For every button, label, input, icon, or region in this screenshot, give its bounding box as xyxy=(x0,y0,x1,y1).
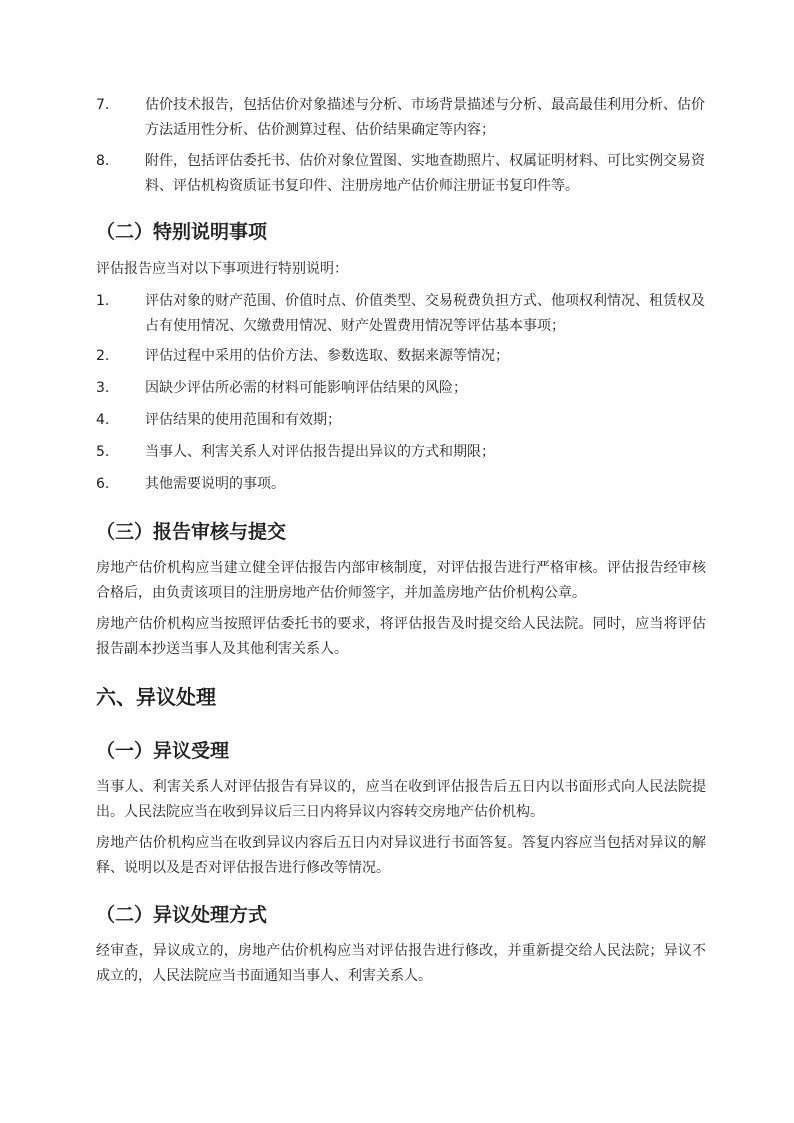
section-heading: （二）特别说明事项 xyxy=(96,221,268,243)
section-heading: （三）报告审核与提交 xyxy=(96,521,287,543)
list-item-text: 评估结果的使用范围和有效期； xyxy=(145,412,341,428)
section-intro: 评估报告应当对以下事项进行特别说明： xyxy=(96,261,348,277)
list-item-text: 评估对象的财产范围、价值时点、价值类型、交易税费负担方式、他项权利情况、租赁权及占有使用情况、欠缴费用情况、财产处置费用情况等评估基本事项； xyxy=(145,293,705,334)
section-heading: （一）异议受理 xyxy=(96,740,230,762)
list-item-number: 2. xyxy=(96,348,110,364)
list-item-text: 因缺少评估所必需的材料可能影响评估结果的风险； xyxy=(145,380,467,396)
list-item-number: 4. xyxy=(96,412,110,428)
paragraph: 当事人、利害关系人对评估报告有异议的，应当在收到评估报告后五日内以书面形式向人民法院提出。人民法院应当在收到异议后三日内将异议内容转交房地产估价机构。 xyxy=(96,779,706,820)
list-item-number: 6. xyxy=(96,476,110,492)
list-item-number: 7. xyxy=(96,97,110,113)
paragraph: 经审查，异议成立的，房地产估价机构应当对评估报告进行修改，并重新提交给人民法院；异议不成立的，人民法院应当书面通知当事人、利害关系人。 xyxy=(96,943,706,984)
list-item-text: 附件，包括评估委托书、估价对象位置图、实地查勘照片、权属证明材料、可比实例交易资料、评估机构资质证书复印件、注册房地产估价师注册证书复印件等。 xyxy=(145,153,705,194)
paragraph: 房地产估价机构应当在收到异议内容后五日内对异议进行书面答复。答复内容应当包括对异议的解释、说明以及是否对评估报告进行修改等情况。 xyxy=(96,835,706,876)
section-heading: （二）异议处理方式 xyxy=(96,904,268,926)
chapter-heading: 六、异议处理 xyxy=(96,685,216,709)
list-item-number: 1. xyxy=(96,293,110,309)
paragraph: 房地产估价机构应当按照评估委托书的要求，将评估报告及时提交给人民法院。同时，应当将评估报告副本抄送当事人及其他利害关系人。 xyxy=(96,616,706,657)
list-item-number: 8. xyxy=(96,153,110,169)
list-item-text: 当事人、利害关系人对评估报告提出异议的方式和期限； xyxy=(145,444,495,460)
list-item-number: 5. xyxy=(96,444,110,460)
paragraph: 房地产估价机构应当建立健全评估报告内部审核制度，对评估报告进行严格审核。评估报告经审核合格后，由负责该项目的注册房地产估价师签字，并加盖房地产估价机构公章。 xyxy=(96,560,706,601)
list-item-number: 3. xyxy=(96,380,110,396)
list-item-text: 估价技术报告，包括估价对象描述与分析、市场背景描述与分析、最高最佳利用分析、估价方法适用性分析、估价测算过程、估价结果确定等内容； xyxy=(145,97,705,138)
list-item-text: 评估过程中采用的估价方法、参数选取、数据来源等情况； xyxy=(145,348,509,364)
list-item-text: 其他需要说明的事项。 xyxy=(145,476,285,492)
